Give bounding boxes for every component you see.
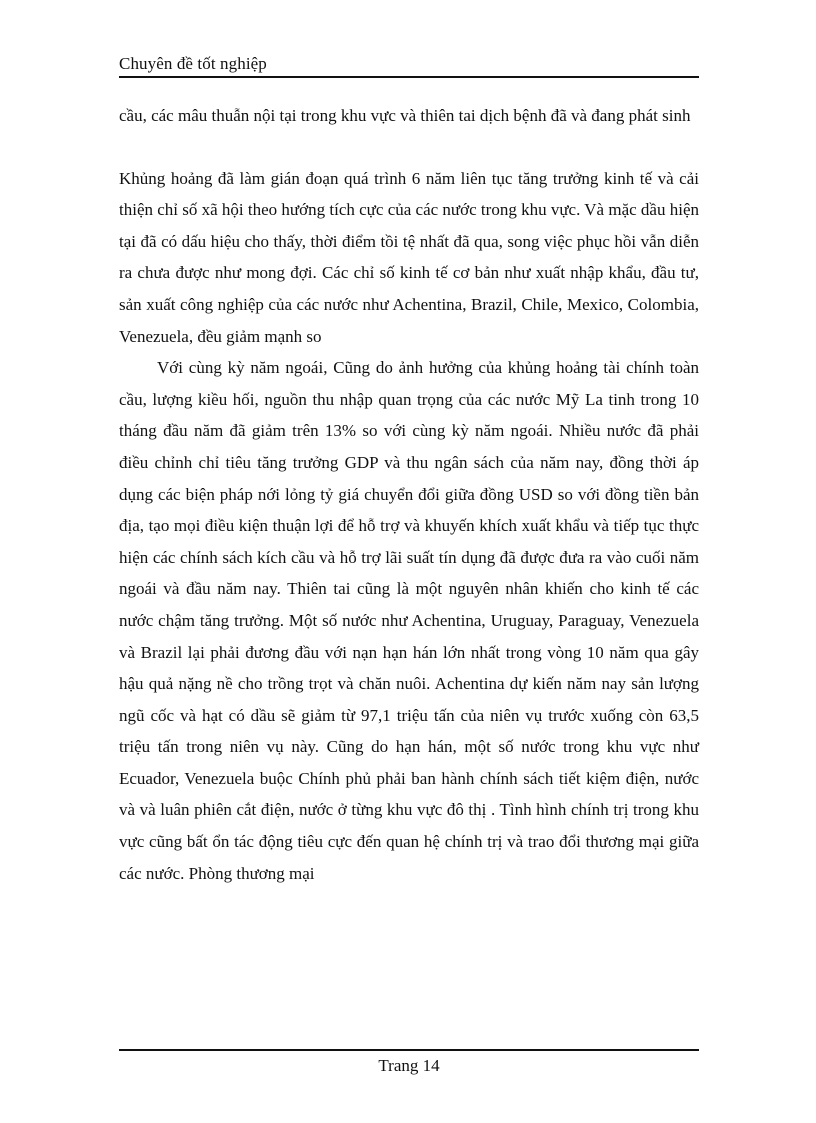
page-header — [119, 54, 699, 78]
paragraph-continuation: cầu, các mâu thuẫn nội tại trong khu vực và thiên tai dịch bệnh đã và đang phát sinh — [119, 106, 691, 125]
paragraph-impact: Với cùng kỳ năm ngoái, Cũng do ảnh hưởng của khủng hoảng tài chính toàn cầu, lượng kiều hối, nguồn thu nhập quan trọng của các nước Mỹ La tinh trong 10 tháng đầu năm đã giảm trên 13% so với cùng kỳ năm ngoái. Nhiều nước đã phải điều chỉnh chỉ tiêu tăng trưởng GDP và thu ngân sách của năm nay, đồng thời áp dụng các biện pháp nới lỏng tỷ giá chuyển đổi giữa đồng USD so với đồng tiền bản địa, tạo mọi điều kiện thuận lợi để hỗ trợ và khuyến khích xuất khẩu và tiếp tục thực hiện các chính sách kích cầu và hỗ trợ lãi suất tín dụng đã được đưa ra vào cuối năm ngoái và đầu năm nay. Thiên tai cũng là một nguyên nhân khiến cho kinh tế các nước chậm tăng trưởng. Một số nước như Achentina, Uruguay, Paraguay, Venezuela và Brazil lại phải đương đầu với nạn hạn hán lớn nhất trong vòng 10 năm qua gây hậu quả nặng nề cho trồng trọt và chăn nuôi. Achentina dự kiến năm nay sản lượng ngũ cốc và hạt có dầu sẽ giảm từ 97,1 triệu tấn của niên vụ trước xuống còn 63,5 triệu tấn trong niên vụ này. Cũng do hạn hán, một số nước trong khu vực như Ecuador, Venezuela buộc Chính phủ phải ban hành chính sách tiết kiệm điện, nước và và luân phiên cắt điện, nước ở từng khu vực đô thị . Tình hình chính trị trong khu vực cũng bất ổn tác động tiêu cực đến quan hệ chính trị và trao đổi thương mại giữa các nước. Phòng thương mại — [119, 358, 699, 883]
page-number: Trang 14 — [378, 1056, 440, 1075]
header-title: Chuyên đề tốt nghiệp — [119, 54, 267, 73]
page-footer — [119, 1049, 699, 1076]
page-body — [119, 100, 699, 889]
paragraph-crisis: Khủng hoảng đã làm gián đoạn quá trình 6 năm liên tục tăng trưởng kinh tế và cải thiện chỉ số xã hội theo hướng tích cực của các nước trong khu vực. Và mặc dầu hiện tại đã có dấu hiệu cho thấy, thời điểm tồi tệ nhất đã qua, song việc phục hồi vẫn diễn ra chưa được như mong đợi. Các chỉ số kinh tế cơ bản như xuất nhập khẩu, đầu tư, sản xuất công nghiệp của các nước như Achentina, Brazil, Chile, Mexico, Colombia, Venezuela, đều giảm mạnh so — [119, 168, 699, 346]
